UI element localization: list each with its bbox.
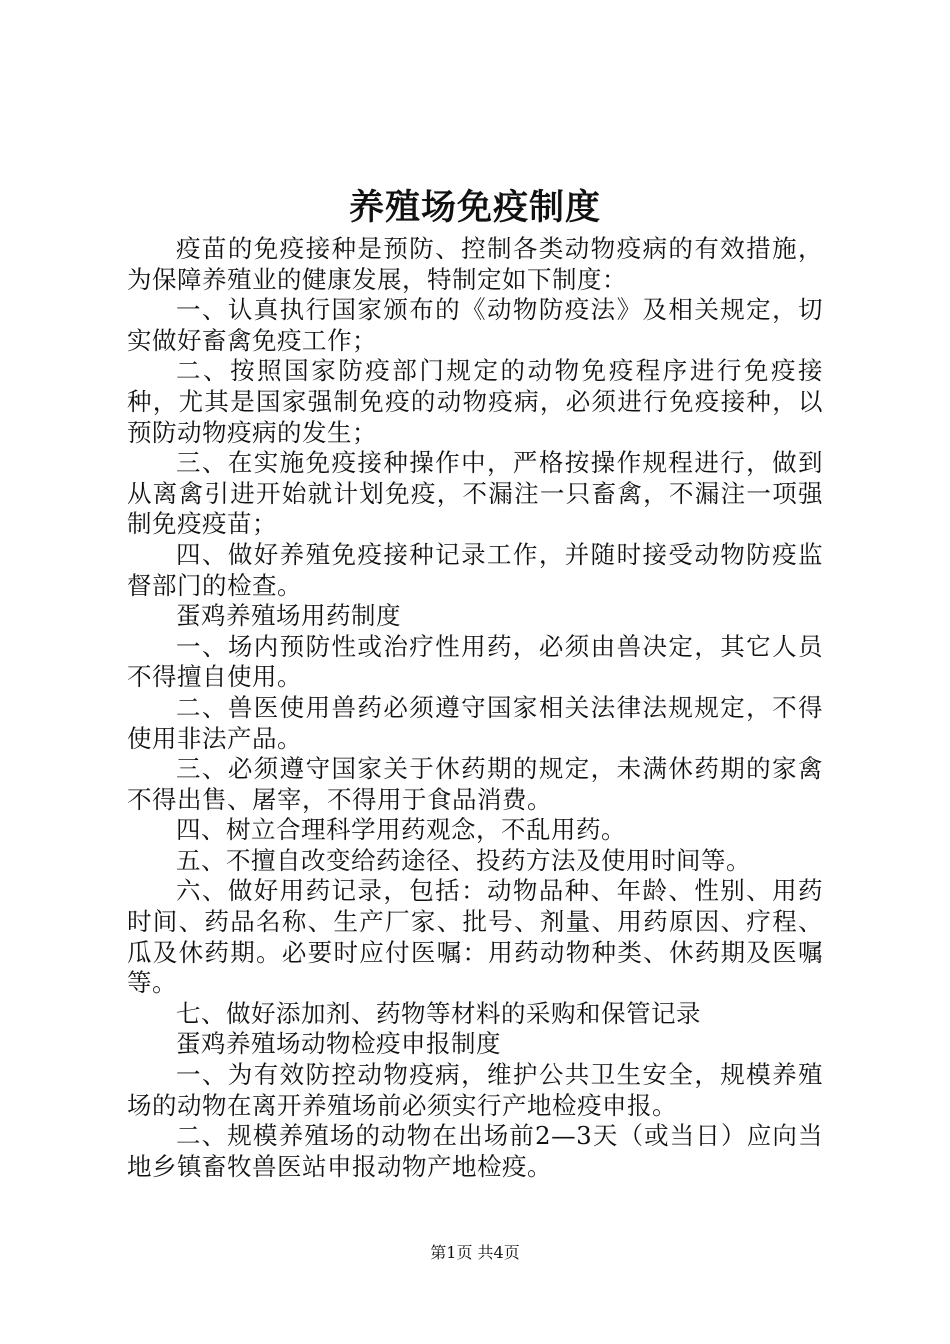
paragraph: 五、不擅自改变给药途径、投药方法及使用时间等。 [176,845,751,875]
paragraph: 七、做好添加剂、药物等材料的采购和保管记录 [176,998,701,1028]
paragraph: 二、规模养殖场的动物在出场前2—3天（或当日）应向当地乡镇畜牧兽医站申报动物产地检疫。 [127,1121,823,1181]
document-title: 养殖场免疫制度 [348,187,601,228]
paragraph: 三、在实施免疫接种操作中，严格按操作规程进行，做到从离禽引进开始就计划免疫，不漏注一只畜禽，不漏注一项强制免疫疫苗； [127,448,823,539]
section-heading: 蛋鸡养殖场动物检疫申报制度 [176,1029,501,1059]
paragraph: 二、兽医使用兽药必须遵守国家相关法律法规规定，不得使用非法产品。 [127,692,823,753]
document-body [127,234,823,1182]
paragraph: 二、按照国家防疫部门规定的动物免疫程序进行免疫接种，尤其是国家强制免疫的动物疫病，必须进行免疫接种，以预防动物疫病的发生； [127,356,823,447]
paragraph: 一、场内预防性或治疗性用药，必须由兽决定，其它人员不得擅自使用。 [127,631,823,692]
paragraph: 六、做好用药记录，包括：动物品种、年龄、性别、用药时间、药品名称、生产厂家、批号、剂量、用药原因、疗程、瓜及休药期。必要时应付医嘱：用药动物种类、休药期及医嘱等。 [127,876,823,998]
page-footer: 第1页 共4页 [430,1243,520,1262]
paragraph: 四、做好养殖免疫接种记录工作，并随时接受动物防疫监督部门的检查。 [127,539,823,600]
section-heading: 蛋鸡养殖场用药制度 [176,601,401,631]
paragraph: 四、树立合理科学用药观念，不乱用药。 [176,815,626,845]
paragraph: 一、认真执行国家颁布的《动物防疫法》及相关规定，切实做好畜禽免疫工作； [127,295,823,355]
paragraph-intro: 疫苗的免疫接种是预防、控制各类动物疫病的有效措施，为保障养殖业的健康发展，特制定如下制度： [127,234,823,294]
paragraph: 一、为有效防控动物疫病，维护公共卫生安全，规模养殖场的动物在离开养殖场前必须实行产地检疫申报。 [127,1060,823,1120]
paragraph: 三、必须遵守国家关于休药期的规定，未满休药期的家禽不得出售、屠宰，不得用于食品消费。 [127,754,823,814]
